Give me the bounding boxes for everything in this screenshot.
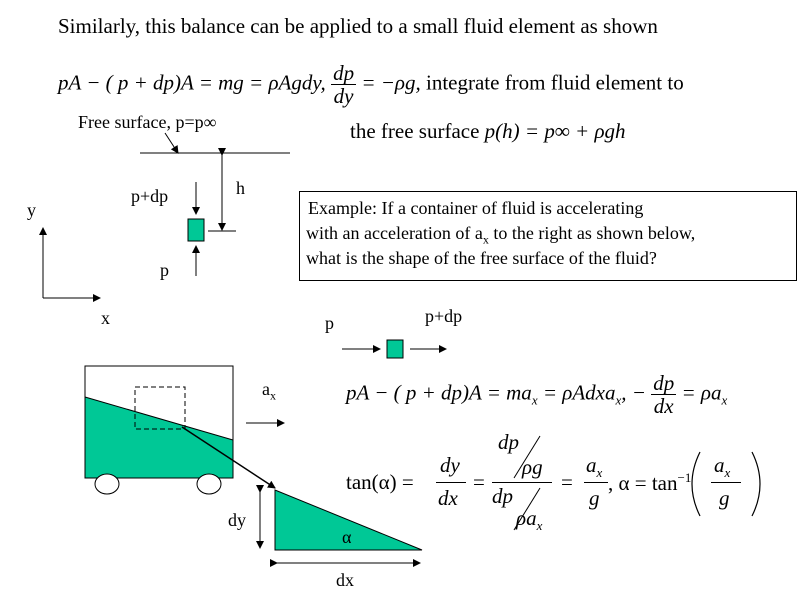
eq3-tan: tan(α) = (346, 470, 414, 494)
label-dy: dy (228, 510, 246, 530)
fluid-element-vertical (188, 219, 204, 241)
eq3-frac1-den: dx (438, 486, 458, 510)
label-horizontal-p-plus-dp: p+dp (425, 306, 463, 326)
example-line-2a: with an acceleration of a (306, 223, 483, 243)
eq1-rhs: = −ρg, (361, 70, 421, 95)
eq3-frac3-num-main: a (586, 453, 597, 477)
label-dx: dx (336, 570, 354, 590)
eq3-frac4-bar (711, 482, 741, 483)
eq3-frac3-num (586, 453, 602, 481)
example-line-3: what is the shape of the free surface of the fluid? (306, 248, 657, 268)
eq3-frac4-num (714, 453, 730, 481)
eq3-frac4-num-main: a (714, 453, 725, 477)
eq2-frac-den: dx (653, 394, 674, 419)
eq2-lhs: pA − ( p + dp)A = ma (346, 380, 532, 405)
eq3-frac1-num: dy (440, 453, 460, 477)
eq2-sub3: x (721, 392, 728, 408)
eq2-comma: , − (621, 380, 646, 405)
eq3-frac3-bar (584, 482, 608, 483)
label-alpha: α (342, 527, 352, 547)
example-box (299, 191, 797, 281)
eq3-frac2-num-top: dp (498, 430, 519, 454)
eq2-fraction (651, 372, 676, 417)
accel-sub: x (270, 388, 276, 403)
eq1-tail: integrate from fluid element to (425, 70, 684, 95)
eq1-lhs: pA − ( p + dp)A = mg = ρAgdy, (58, 70, 326, 95)
eq3-sup: −1 (677, 470, 692, 485)
paren-left (692, 452, 700, 516)
eq2-sub1: x (531, 392, 538, 408)
label-y-axis: y (27, 200, 36, 220)
eq3-frac2-den-bot (516, 506, 542, 534)
eq3-frac4-num-sub: x (724, 465, 731, 481)
paren-right (752, 452, 760, 516)
eq3-frac3-den: g (589, 486, 600, 510)
heading: Similarly, this balance can be applied to a small fluid element as shown (58, 14, 658, 38)
label-p: p (160, 260, 169, 280)
eq3-frac2-bar (492, 482, 552, 483)
eq2-rhs: = ρa (676, 380, 722, 405)
eq3-frac2-den-top: dp (492, 484, 513, 508)
example-line-1: Example: If a container of fluid is accelerating (308, 198, 644, 218)
label-horizontal-p: p (325, 313, 334, 333)
example-line-2 (306, 223, 695, 248)
free-surface-formula: p(h) = p∞ + ρgh (484, 119, 626, 143)
cart-wheel-left (95, 474, 119, 494)
label-x-axis: x (101, 308, 110, 328)
eq3-frac1-bar (436, 482, 466, 483)
example-line-2-sub: x (482, 232, 489, 247)
free-surface-text: the free surface (350, 119, 480, 143)
eq3-frac4-den: g (719, 486, 730, 510)
eq2-frac-num: dp (653, 371, 675, 395)
accel-a: a (262, 379, 270, 399)
fluid-element-horizontal (387, 340, 403, 358)
free-surface-pointer (165, 133, 178, 153)
label-p-plus-dp: p+dp (131, 186, 169, 206)
eq2-mid: = ρAdxa (537, 380, 616, 405)
eq2-sub2: x (615, 392, 622, 408)
eq3-alpha-text: , α = tan (608, 471, 678, 495)
eq3-frac2-num-bot: ρg (522, 455, 543, 479)
eq3-alpha (608, 470, 691, 496)
equation-force-balance-horizontal (346, 372, 727, 417)
label-acceleration (262, 379, 276, 404)
eq3-eq1: = (473, 470, 485, 494)
cart-wheel-right (197, 474, 221, 494)
eq1-frac-num: dp (333, 61, 355, 85)
eq1-frac-den: dy (333, 84, 354, 109)
eq3-eq2: = (561, 470, 573, 494)
eq3-frac2-den-sub: x (536, 518, 543, 534)
free-surface-label: Free surface, p=p∞ (78, 112, 217, 132)
eq3-frac3-num-sub: x (596, 465, 603, 481)
example-line-2b: to the right as shown below, (488, 223, 696, 243)
eq3-frac2-den-bot-main: ρa (516, 506, 537, 530)
label-h: h (236, 178, 245, 198)
